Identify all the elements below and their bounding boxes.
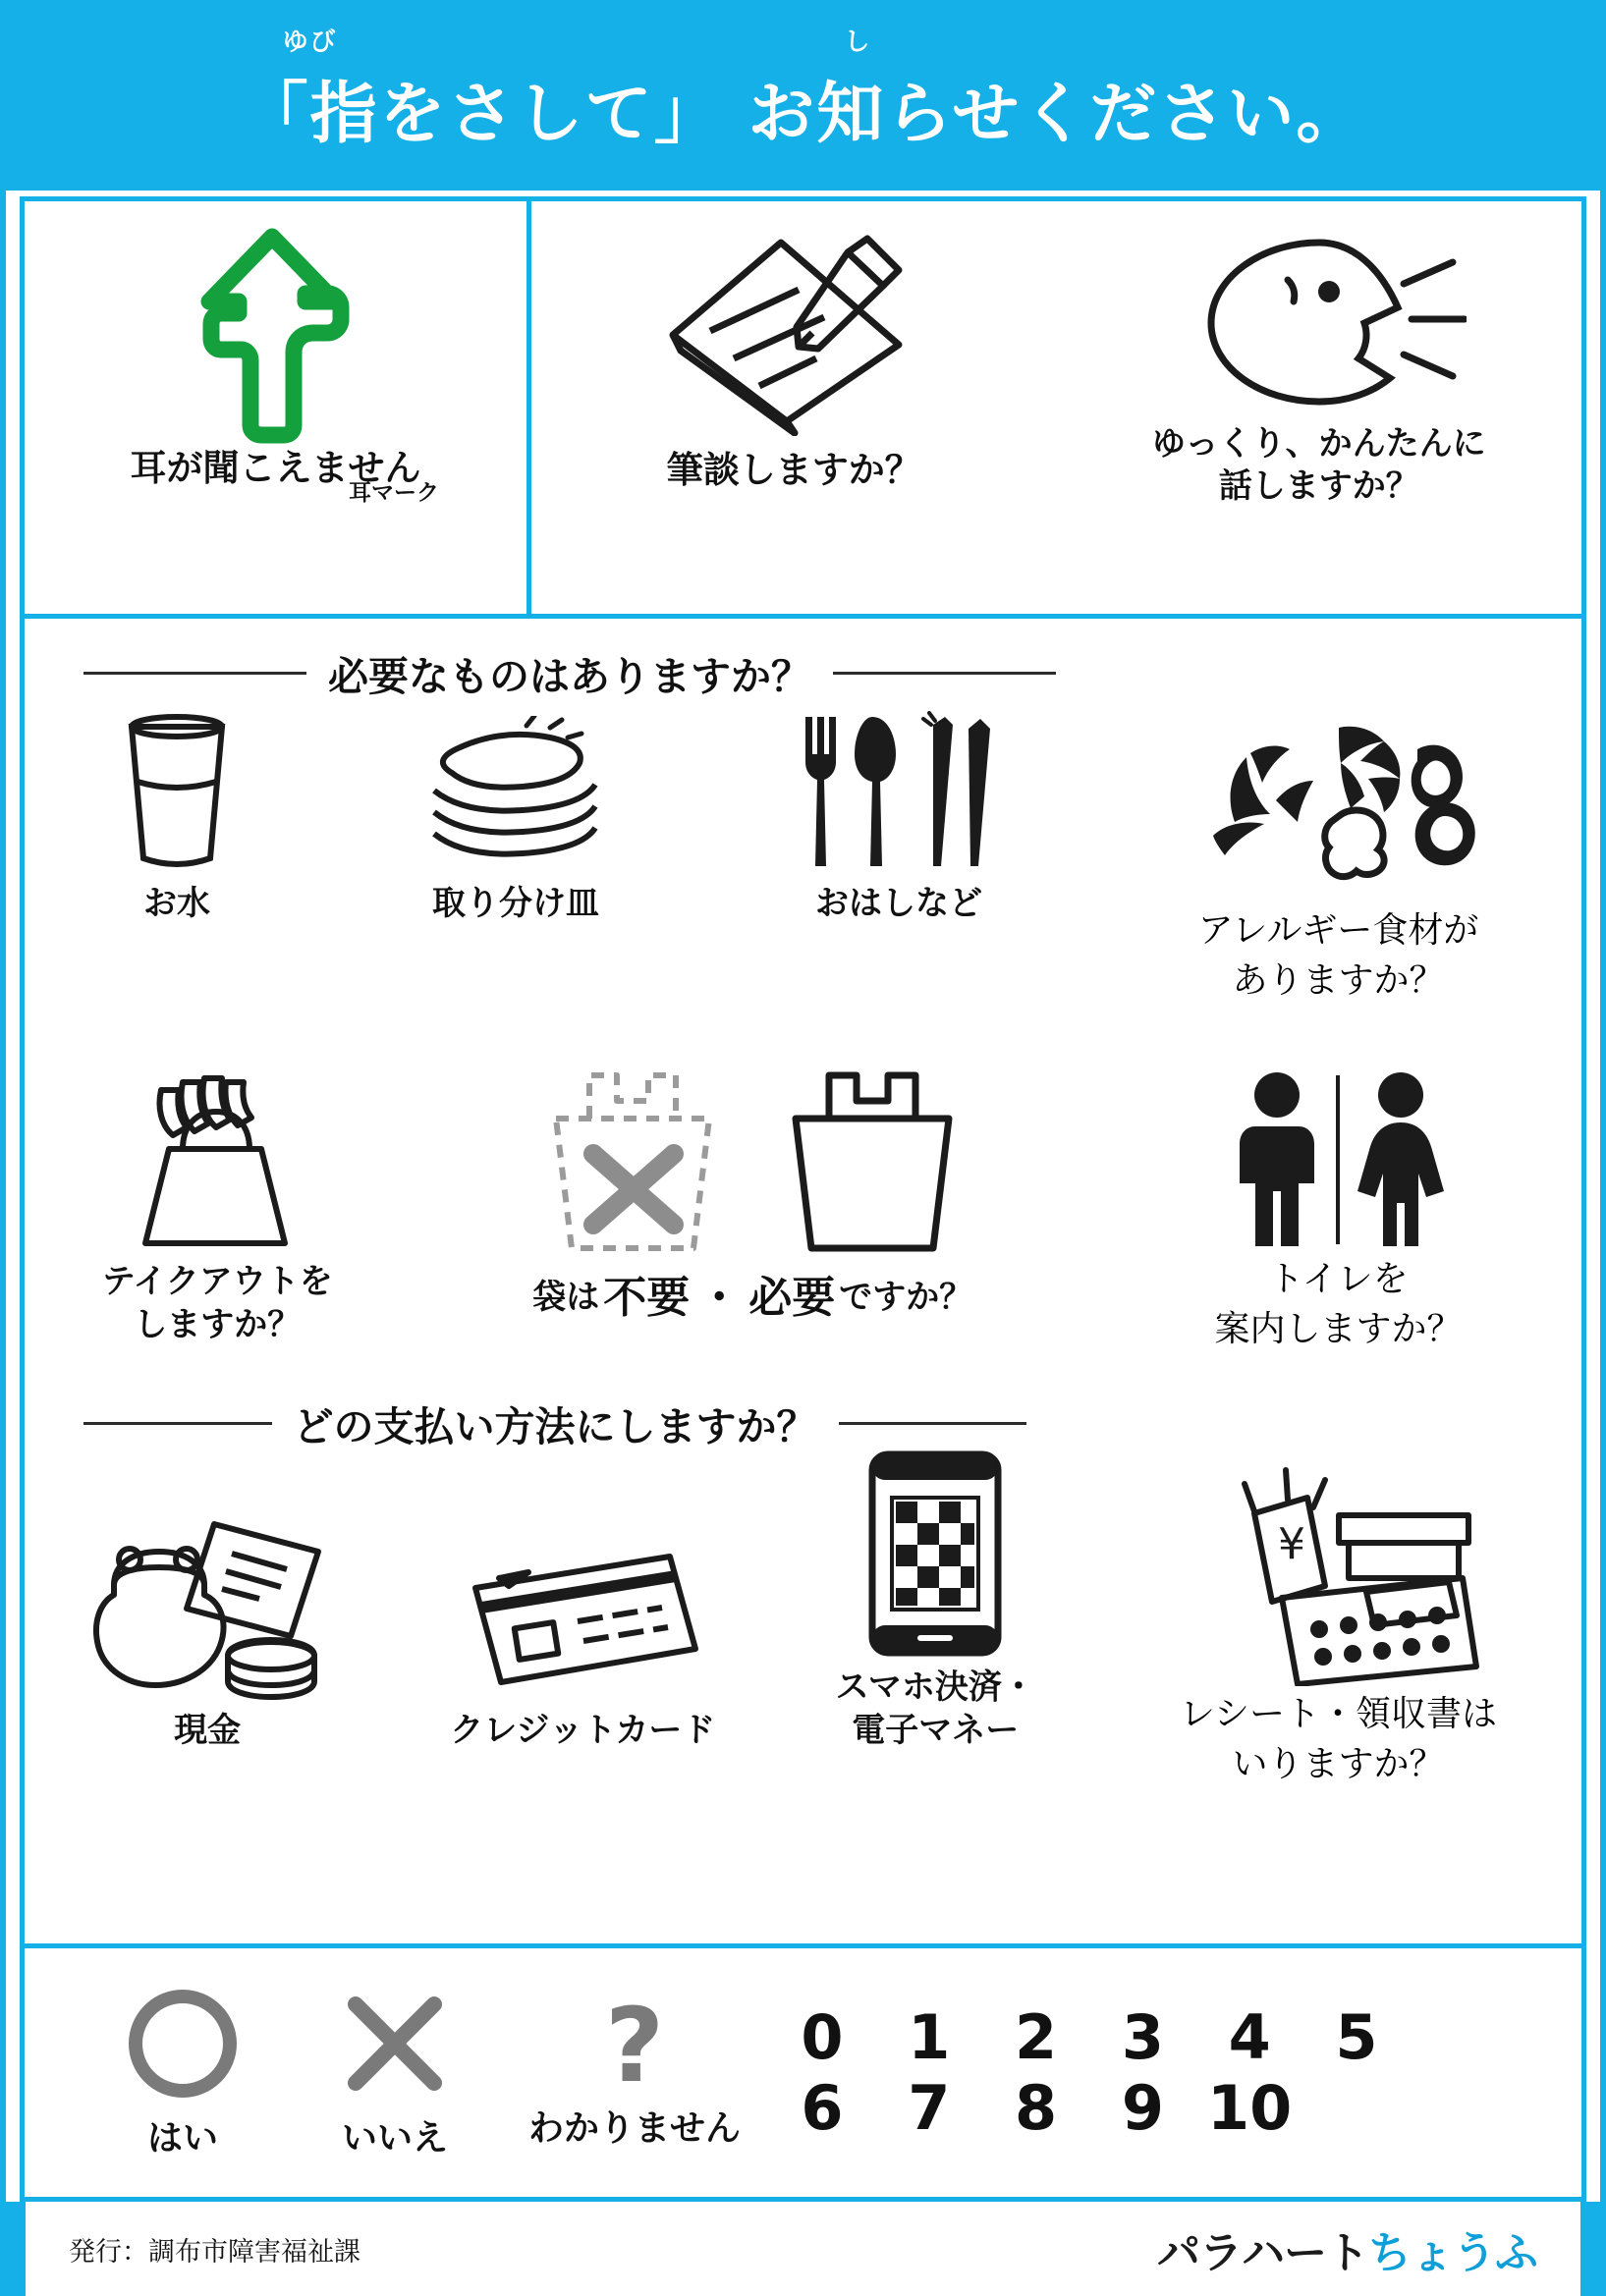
item-allergy[interactable] bbox=[1095, 706, 1581, 1003]
allergy-foods-icon bbox=[1191, 706, 1486, 902]
item-allergy-label-line2: ありますか？ bbox=[1232, 960, 1445, 1001]
payment-rule-right bbox=[839, 1422, 1027, 1425]
item-cutlery[interactable] bbox=[786, 706, 1012, 926]
title-segment-2 bbox=[378, 27, 886, 156]
item-bag[interactable] bbox=[487, 1060, 1018, 1346]
svg-text:¥: ¥ bbox=[1277, 1519, 1305, 1569]
item-smartphone-payment[interactable] bbox=[836, 1460, 1035, 1752]
answer-no-label: いいえ bbox=[341, 2118, 448, 2159]
item-water-label: お水 bbox=[143, 884, 210, 923]
footer bbox=[26, 2202, 1580, 2296]
item-smartphone-label-line2: 電子マネー bbox=[852, 1710, 1020, 1750]
number-row-1 bbox=[775, 2002, 1404, 2073]
item-takeout[interactable] bbox=[102, 1060, 333, 1346]
number-10[interactable]: 10 bbox=[1207, 2071, 1293, 2144]
speaking-face-icon bbox=[1172, 225, 1467, 411]
smartphone-qr-icon bbox=[866, 1460, 1004, 1657]
item-cutlery-label: おはしなど bbox=[815, 884, 982, 923]
item-allergy-label-line1: アレルギー食材が bbox=[1197, 910, 1479, 951]
answer-yes[interactable] bbox=[95, 1985, 270, 2160]
payment-section-heading bbox=[83, 1394, 1026, 1452]
question-mark-icon: ? bbox=[604, 1986, 665, 2105]
ear-mark-caption: 耳マーク bbox=[349, 480, 439, 506]
plastic-bag-icon[interactable] bbox=[774, 1060, 970, 1256]
item-water[interactable] bbox=[108, 706, 246, 926]
heading-rule-left bbox=[83, 672, 306, 675]
item-toilet[interactable] bbox=[1095, 1060, 1581, 1351]
water-glass-icon bbox=[108, 706, 246, 873]
notepad-pencil-icon bbox=[651, 225, 936, 436]
cross-icon bbox=[332, 1985, 458, 2106]
answer-no[interactable] bbox=[307, 1985, 482, 2160]
number-row-2 bbox=[775, 2073, 1404, 2144]
needs-items bbox=[25, 706, 1095, 926]
card-ear[interactable] bbox=[25, 201, 531, 614]
item-takeout-label-line1: テイクアウトを bbox=[101, 1262, 333, 1301]
payment-heading-text: どの支払い方法にしますか？ bbox=[293, 1403, 817, 1450]
second-band bbox=[25, 1060, 1581, 1351]
needs-band bbox=[25, 706, 1581, 1003]
title-text-3: らせください。 bbox=[885, 75, 1365, 153]
bag-option-no[interactable]: 不要 bbox=[603, 1273, 691, 1323]
answer-yes-label: はい bbox=[146, 2118, 218, 2159]
bag-question bbox=[532, 1262, 972, 1325]
item-plates-label: 取り分け皿 bbox=[432, 884, 599, 923]
middle-section bbox=[25, 619, 1581, 1943]
number-5[interactable]: 5 bbox=[1335, 2000, 1378, 2073]
plates-icon bbox=[413, 706, 619, 873]
item-cash-label: 現金 bbox=[174, 1710, 242, 1750]
number-6[interactable]: 6 bbox=[801, 2071, 844, 2144]
poster-frame bbox=[0, 191, 1606, 2202]
item-toilet-label-line2: 案内しますか？ bbox=[1214, 1309, 1463, 1349]
heading-rule-right bbox=[833, 672, 1056, 675]
answer-unknown[interactable] bbox=[512, 1986, 757, 2151]
plastic-bag-crossed-icon[interactable] bbox=[534, 1060, 731, 1256]
circle-icon bbox=[120, 1985, 246, 2106]
restroom-icon bbox=[1216, 1060, 1462, 1251]
number-2[interactable]: 2 bbox=[1015, 2000, 1058, 2073]
number-1[interactable]: 1 bbox=[908, 2000, 951, 2073]
second-band-items bbox=[25, 1060, 1095, 1346]
item-receipt[interactable] bbox=[1095, 1460, 1581, 1786]
item-receipt-label-line2: いりますか？ bbox=[1232, 1744, 1445, 1784]
title-text-1: 「指 bbox=[241, 75, 379, 153]
item-cash[interactable] bbox=[84, 1503, 330, 1753]
item-plates[interactable] bbox=[413, 706, 619, 926]
number-9[interactable]: 9 bbox=[1121, 2071, 1164, 2144]
item-credit-card-label: クレジットカード bbox=[450, 1710, 716, 1750]
credit-card-icon bbox=[460, 1503, 705, 1700]
brand-logo-part1: パラハート bbox=[1157, 2228, 1368, 2278]
answer-unknown-label: わかりません bbox=[527, 2108, 741, 2149]
card-ear-label: 耳が聞こえません bbox=[130, 447, 421, 489]
bag-option-yes[interactable]: 必要 bbox=[748, 1273, 836, 1323]
title-segment-1 bbox=[241, 27, 379, 156]
item-smartphone-label-line1: スマホ決済・ bbox=[835, 1667, 1035, 1707]
brand-logo bbox=[1157, 2217, 1537, 2280]
content-border bbox=[20, 196, 1586, 2202]
number-8[interactable]: 8 bbox=[1015, 2071, 1058, 2144]
bag-suffix: ですか？ bbox=[839, 1277, 973, 1317]
publisher-text: 発行：調布市障害福祉課 bbox=[69, 2236, 360, 2268]
needs-section-heading bbox=[83, 644, 1056, 702]
item-credit-card[interactable] bbox=[450, 1503, 715, 1753]
payment-rule-left bbox=[83, 1422, 272, 1425]
item-receipt-label-line1: レシート・領収書は bbox=[1179, 1694, 1498, 1734]
cash-register-icon bbox=[1191, 1460, 1486, 1686]
needs-heading-text: 必要なものはありますか？ bbox=[328, 653, 811, 700]
bag-prefix: 袋は bbox=[532, 1277, 600, 1317]
item-toilet-label-line1: トイレを bbox=[1268, 1259, 1409, 1299]
item-takeout-label-line2: しますか？ bbox=[134, 1304, 302, 1344]
card-write-label: 筆談しますか？ bbox=[666, 449, 921, 491]
card-write[interactable] bbox=[531, 201, 1057, 614]
cash-wallet-icon bbox=[84, 1503, 330, 1700]
number-spacer bbox=[1309, 2073, 1404, 2144]
brand-logo-part2: ちょうふ bbox=[1368, 2228, 1537, 2278]
number-4[interactable]: 4 bbox=[1228, 2000, 1271, 2073]
number-pad bbox=[775, 2002, 1552, 2144]
page-title bbox=[241, 27, 1365, 156]
card-speak-label-line1: ゆっくり、かんたんに bbox=[1151, 424, 1486, 464]
answer-bar bbox=[25, 1943, 1581, 2197]
number-3[interactable]: 3 bbox=[1121, 2000, 1164, 2073]
ruby-yubi: ゆび bbox=[282, 27, 338, 57]
title-text-2: をさして」 お知 bbox=[378, 75, 886, 153]
ruby-shi: し bbox=[844, 27, 872, 57]
ear-mark-icon bbox=[170, 223, 381, 444]
number-7[interactable]: 7 bbox=[908, 2071, 951, 2144]
card-speak[interactable] bbox=[1057, 201, 1582, 614]
number-0[interactable]: 0 bbox=[801, 2000, 844, 2073]
top-row bbox=[25, 201, 1581, 619]
bag-separator: ・ bbox=[697, 1273, 742, 1323]
payment-items bbox=[25, 1460, 1095, 1752]
header bbox=[26, 26, 1580, 191]
cutlery-chopsticks-icon bbox=[786, 706, 1012, 873]
payment-band bbox=[25, 1460, 1581, 1786]
takeout-bag-icon bbox=[114, 1060, 320, 1251]
card-speak-label-line2: 話しますか？ bbox=[1218, 465, 1419, 506]
